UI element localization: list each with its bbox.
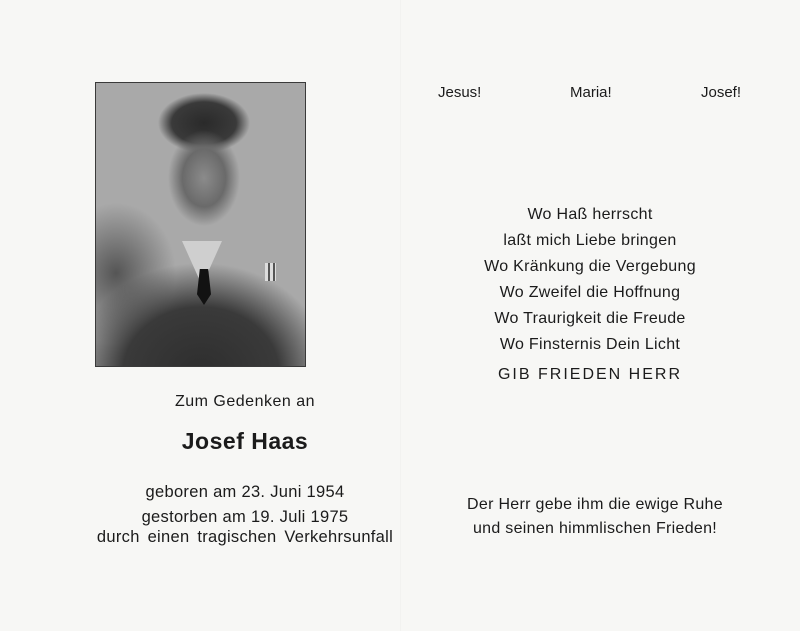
cause-of-death: durch einen tragischen Verkehrsunfall: [96, 528, 394, 546]
death-date: gestorben am 19. Juli 1975: [141, 508, 349, 526]
collar-insignia: [265, 263, 276, 281]
invocation-josef: Josef!: [701, 84, 742, 101]
blessing: [430, 493, 760, 541]
invocation-maria: Maria!: [570, 84, 612, 101]
prayer-line: Wo Traurigkeit die Freude: [494, 310, 686, 327]
prayer-line: Wo Zweifel die Hoffnung: [499, 284, 681, 301]
invocation-jesus: Jesus!: [438, 84, 482, 101]
prayer-refrain: GIB FRIEDEN HERR: [497, 366, 682, 383]
blessing-line: und seinen himmlischen Frieden!: [472, 520, 718, 537]
prayer-line: Wo Finsternis Dein Licht: [499, 336, 681, 353]
prayer-line: laßt mich Liebe bringen: [503, 232, 677, 249]
portrait-photo: [95, 82, 306, 367]
prayer: [440, 202, 740, 384]
prayer-line: Wo Kränkung die Vergebung: [484, 258, 696, 275]
prayer-line: Wo Haß herrscht: [527, 206, 653, 223]
birth-date: geboren am 23. Juni 1954: [145, 483, 345, 501]
blessing-line: Der Herr gebe ihm die ewige Ruhe: [467, 496, 723, 513]
deceased-name: Josef Haas: [181, 428, 309, 454]
memorial-heading: Zum Gedenken an: [174, 393, 316, 410]
